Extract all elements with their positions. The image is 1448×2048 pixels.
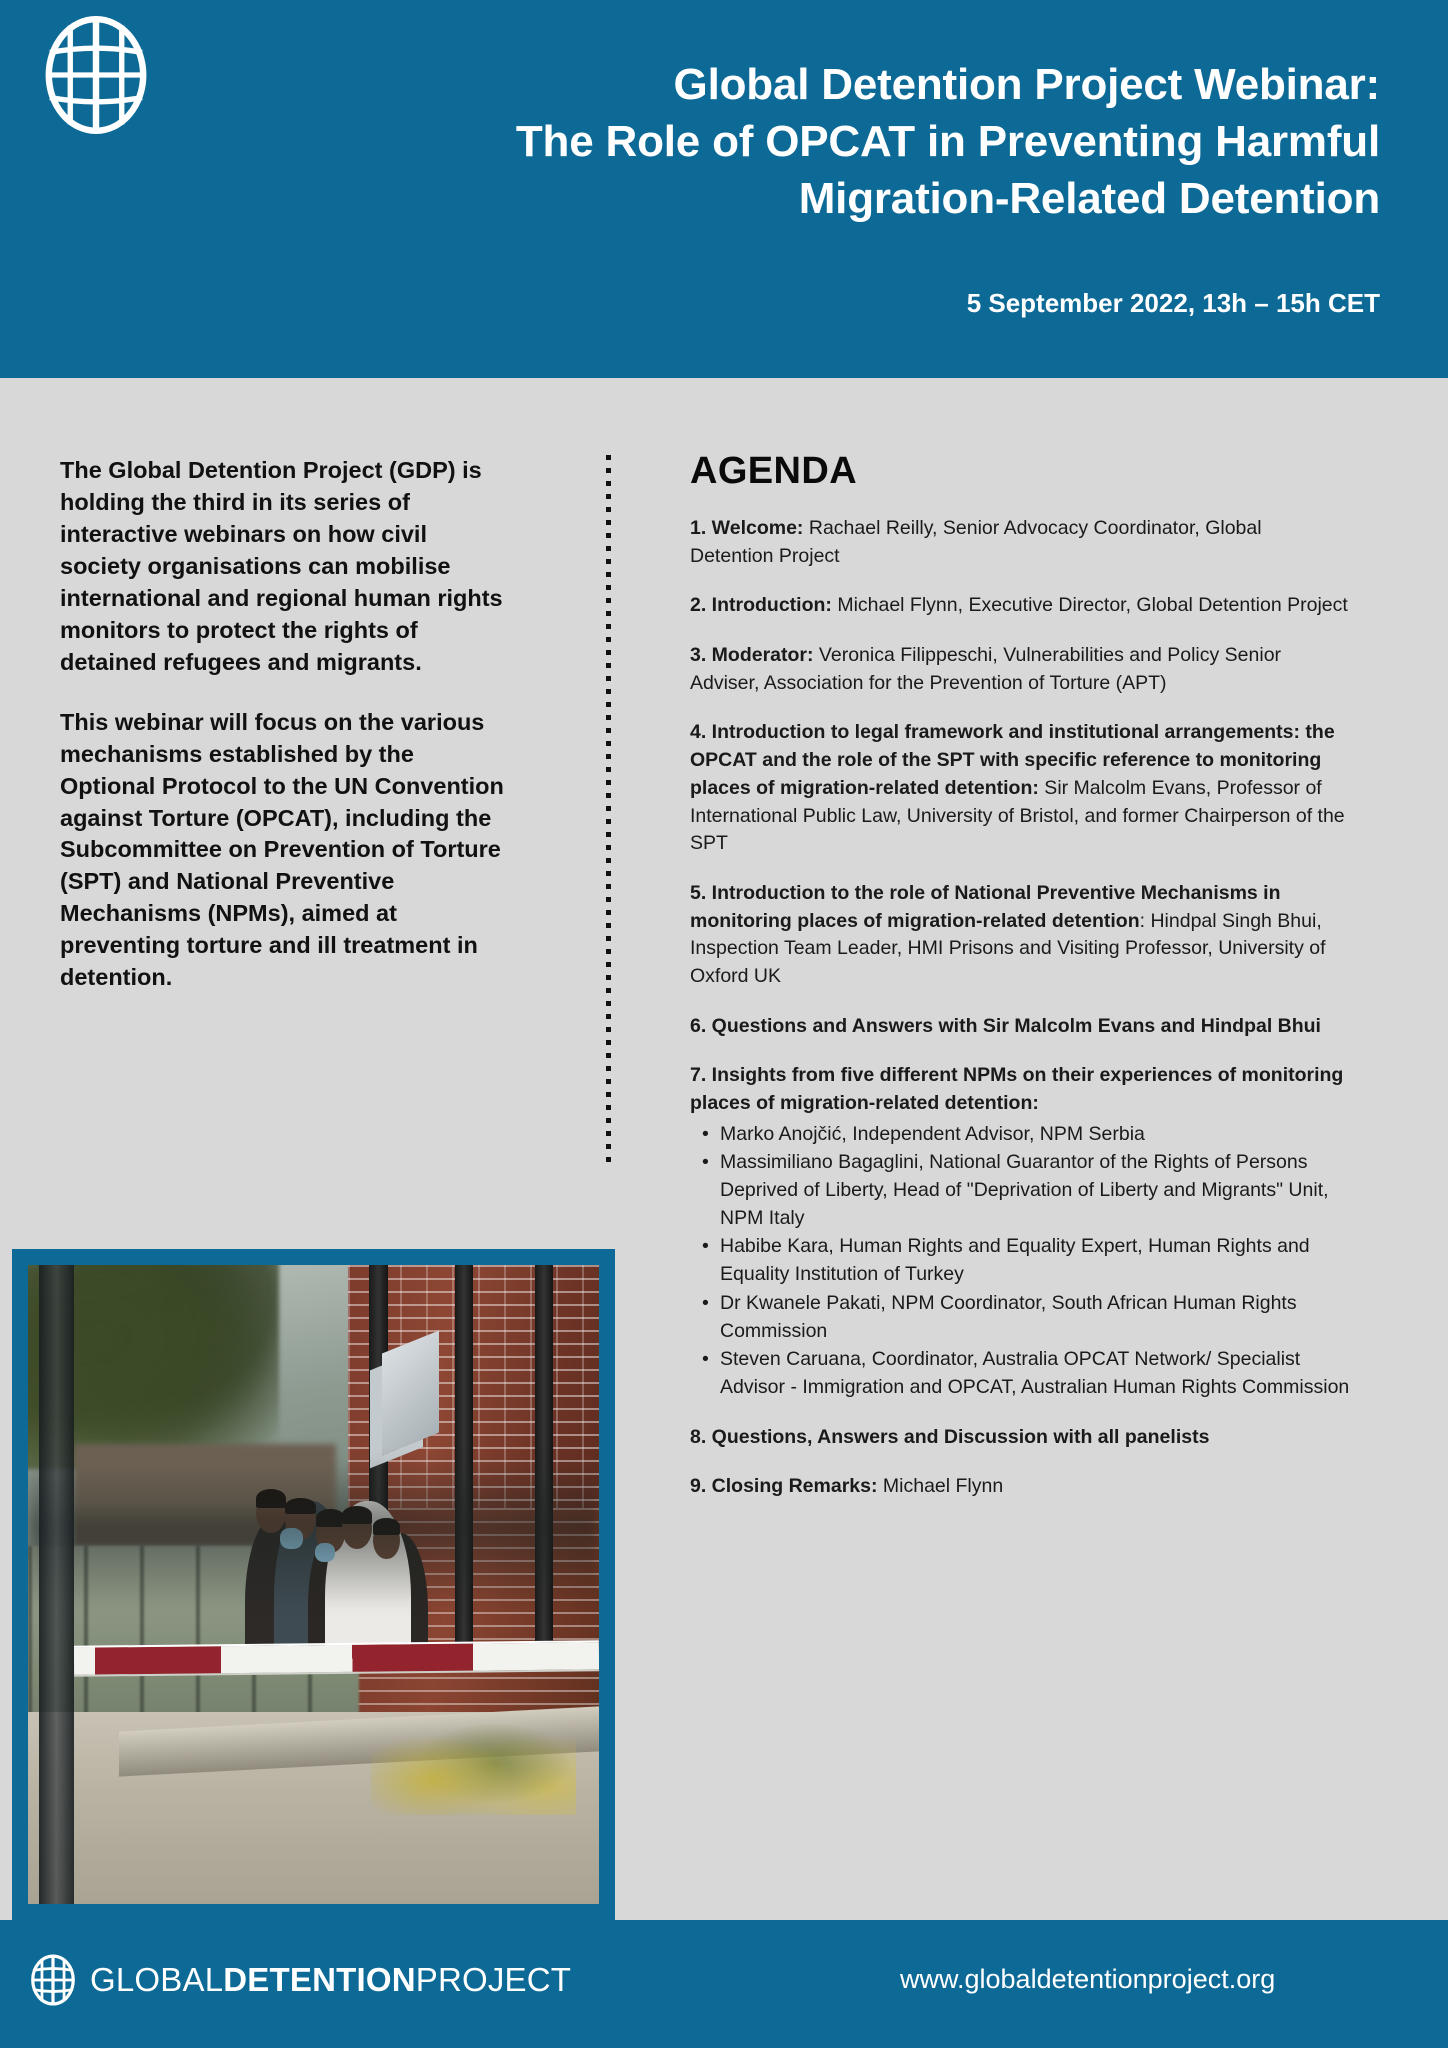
list-item: • Massimiliano Bagaglini, National Guarantor of the Rights of Persons Deprived of Liberty, Head of "Deprivation of Liberty and Migrants" Unit, NPM Italy — [720, 1149, 1350, 1232]
website-url[interactable]: www.globaldetentionproject.org — [900, 1964, 1276, 1994]
agenda-item-label: 2. Introduction: — [690, 594, 832, 617]
agenda-heading: AGENDA — [690, 450, 858, 492]
event-date: 5 September 2022, 13h – 15h CET — [966, 288, 1380, 318]
brand-global: GLOBAL — [90, 1961, 224, 1998]
agenda-item — [690, 719, 1350, 857]
agenda-item-text: Michael Flynn, Executive Director, Global Detention Project — [831, 594, 1348, 617]
agenda-item-label: 6. Questions and Answers with Sir Malcolm Evans and Hindpal Bhui — [690, 1014, 1321, 1037]
list-item: • Dr Kwanele Pakati, NPM Coordinator, South African Human Rights Commission — [720, 1290, 1350, 1345]
intro-text — [60, 455, 508, 994]
agenda-item — [690, 515, 1350, 570]
detention-photo-frame — [12, 1249, 615, 1920]
title-line-1: Global Detention Project Webinar: — [673, 60, 1380, 109]
globe-grid-icon — [42, 16, 150, 134]
agenda-item-label: 7. Insights from five different NPMs on their experiences of monitoring places of migration-related detention: — [690, 1064, 1344, 1114]
title-line-3: Migration-Related Detention — [798, 174, 1380, 224]
globe-grid-icon — [30, 1954, 76, 2006]
agenda-item-label: 5. Introduction to the role of National Preventive Mechanisms in monitoring places of migration-related detention — [690, 881, 1281, 932]
agenda-item-label: 8. Questions, Answers and Discussion with all panelists — [690, 1425, 1210, 1448]
agenda-item — [690, 1013, 1350, 1041]
agenda-item-text: : Hindpal Singh Bhui, Inspection Team Leader, HMI Prisons and Visiting Professor, University of Oxford UK — [690, 909, 1326, 987]
agenda-item-label: 9. Closing Remarks: — [690, 1475, 878, 1498]
npm-speaker-list — [690, 1121, 1350, 1402]
agenda-section — [690, 450, 1350, 1523]
intro-paragraph-2: This webinar will focus on the various mechanisms established by the Optional Protocol to the UN Convention against Torture (OPCAT), including the Subcommittee on Prevention of Torture (SPT) and National Preventive Mechanisms (NPMs), aimed at preventing torture and ill treatment in detention. — [60, 708, 504, 991]
brand-detention: DETENTION — [223, 1961, 416, 1998]
footer-brand-text — [90, 1961, 571, 1999]
agenda-item-label: 1. Welcome: — [690, 517, 804, 539]
agenda-item — [690, 1062, 1350, 1401]
poster-footer — [0, 1920, 1448, 2048]
list-item: • Steven Caruana, Coordinator, Australia OPCAT Network/ Specialist Advisor - Immigration and OPCAT, Australian Human Rights Commission — [720, 1346, 1350, 1401]
agenda-item-text: Veronica Filippeschi, Vulnerabilities and Policy Senior Adviser, Association for the Prevention of Torture (APT) — [690, 644, 1282, 694]
detention-photo — [28, 1265, 599, 1904]
footer-logo — [30, 1954, 571, 2006]
agenda-item-text: Sir Malcolm Evans, Professor of International Public Law, University of Bristol, and former Chairperson of the SPT — [690, 776, 1345, 855]
intro-paragraph-1: The Global Detention Project (GDP) is holding the third in its series of interactive webinars on how civil society organisations can mobilise international and regional human rights monitors to protect the rights of detained refugees and migrants. — [60, 457, 503, 675]
agenda-item-text: Michael Flynn — [877, 1475, 1004, 1498]
agenda-item-label: 3. Moderator: — [690, 644, 814, 667]
agenda-item-text: Rachael Reilly, Senior Advocacy Coordinator, Global Detention Project — [690, 517, 1262, 567]
agenda-item — [690, 1424, 1350, 1452]
agenda-item — [690, 642, 1350, 697]
agenda-item — [690, 1473, 1350, 1501]
agenda-item-label: 4. Introduction to legal framework and institutional arrangements: the OPCAT and the role of the SPT with specific reference to monitoring places of migration-related detention: — [690, 721, 1335, 799]
list-item: • Habibe Kara, Human Rights and Equality Expert, Human Rights and Equality Institution of Turkey — [720, 1233, 1350, 1288]
agenda-item — [690, 592, 1350, 620]
poster-header — [0, 0, 1448, 378]
page-title — [180, 56, 1380, 228]
title-line-2: The Role of OPCAT in Preventing Harmful — [515, 117, 1380, 167]
dotted-divider — [606, 455, 611, 1167]
list-item: • Marko Anojčić, Independent Advisor, NPM Serbia — [720, 1121, 1350, 1149]
brand-project: PROJECT — [415, 1961, 572, 1998]
agenda-item — [690, 880, 1350, 991]
